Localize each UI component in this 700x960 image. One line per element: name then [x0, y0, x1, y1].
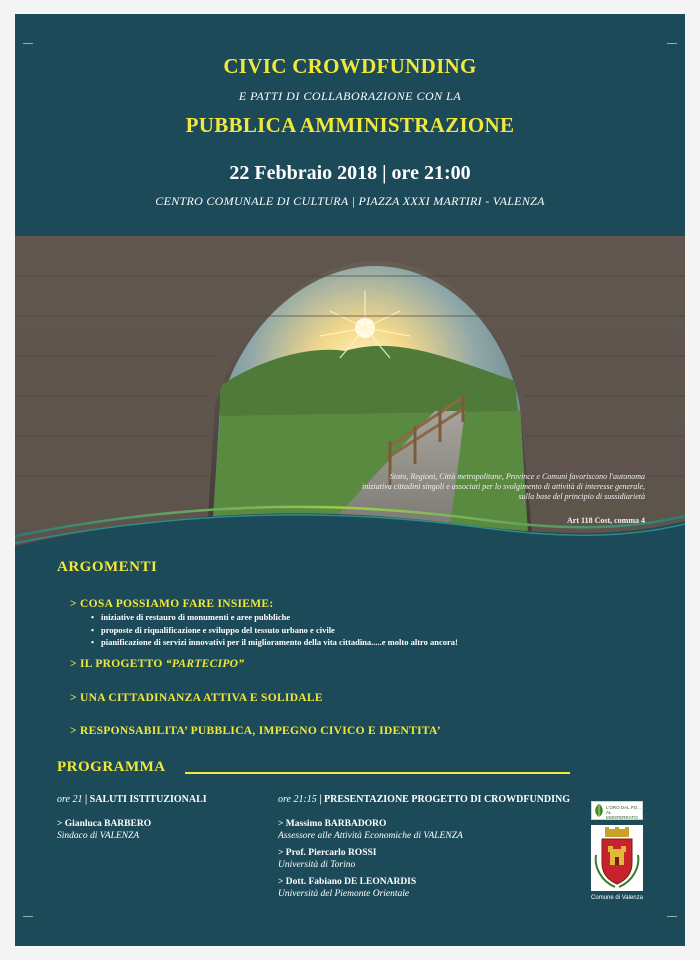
constitution-quote [355, 472, 645, 502]
quote-reference: Art 118 Cost, comma 4 [567, 516, 645, 525]
crop-mark [667, 34, 677, 44]
partner-logo-line: L'ORO DAL PO... [606, 805, 641, 810]
slot-separator: | [82, 794, 90, 805]
bullet-item: • pianificazione di servizi innovativi per il miglioramento della vita cittadina.....e molto altro ancora! [91, 636, 458, 649]
bullet-item: • proposte di riqualificazione e sviluppo del tessuto urbano e civile [91, 624, 458, 637]
topic-responsabilita: > RESPONSABILITA’ PUBBLICA, IMPEGNO CIVICO E IDENTITA’ [70, 725, 441, 737]
title-line-1: CIVIC CROWDFUNDING [223, 54, 477, 78]
topic-progetto-prefix: > IL PROGETTO [70, 658, 166, 670]
topic-progetto-name: “PARTECIPO” [165, 658, 245, 670]
speaker-role: Università di Torino [278, 860, 356, 870]
event-venue: CENTRO COMUNALE DI CULTURA | PIAZZA XXXI MARTIRI - VALENZA [155, 194, 545, 208]
speaker-name: > Gianluca BARBERO [57, 819, 152, 829]
crop-mark [23, 34, 33, 44]
crop-mark [23, 916, 33, 926]
city-crest-icon [591, 825, 643, 891]
argomenti-heading: ARGOMENTI [57, 559, 158, 575]
topic-bullets [91, 611, 458, 649]
speaker-name: > Massimo BARBADORO [278, 819, 387, 829]
slot-title: SALUTI ISTITUZIONALI [89, 794, 207, 805]
bullet-item: • iniziative di restauro di monumenti e aree pubbliche [91, 611, 458, 624]
event-date-time: 22 Febbraio 2018 | ore 21:00 [229, 162, 471, 184]
title-line-2: PUBBLICA AMMINISTRAZIONE [185, 113, 515, 137]
slot-time: ore 21 [57, 794, 83, 805]
quote-line: sulla base del principio di sussidiarietà [518, 492, 645, 501]
programma-heading: PROGRAMMA [57, 759, 166, 775]
speaker-de-leonardis [278, 876, 416, 900]
speaker-role: Assessore alle Attività Economiche di VALENZA [278, 831, 463, 841]
partner-logo [591, 801, 643, 820]
partner-logo-line: AL MONFERRATO [606, 810, 638, 820]
topic-cosa-possiamo: > COSA POSSIAMO FARE INSIEME: [70, 598, 274, 610]
speaker-barbero [57, 818, 151, 842]
comune-crest [591, 825, 643, 891]
speaker-rossi [278, 847, 376, 871]
slot-title: PRESENTAZIONE PROGETTO DI CROWDFUNDING [324, 794, 571, 805]
program-slot-saluti [57, 794, 207, 805]
quote-line: Stato, Regioni, Città metropolitane, Province e Comuni favoriscono l'autonoma [389, 472, 645, 481]
comune-caption: Comune di Valenza [591, 895, 643, 901]
topic-cittadinanza: > UNA CITTADINANZA ATTIVA E SOLIDALE [70, 692, 323, 704]
programma-divider [185, 772, 570, 774]
subtitle: E PATTI DI COLLABORAZIONE CON LA [238, 89, 462, 103]
speaker-role: Sindaco di VALENZA [57, 831, 140, 841]
partner-logo-text [606, 805, 642, 820]
speaker-barbadoro [278, 818, 463, 842]
slot-time: ore 21:15 [278, 794, 317, 805]
topic-progetto-partecipo [70, 658, 244, 670]
program-slot-presentazione [278, 794, 570, 805]
quote-line: iniziativa cittadini singoli e associati per lo svolgimento di attività di interesse generale, [361, 482, 645, 491]
speaker-role: Università del Piemonte Orientale [278, 889, 410, 899]
speaker-name: > Prof. Piercarlo ROSSI [278, 848, 377, 858]
leaf-icon [593, 802, 605, 819]
crop-mark [667, 916, 677, 926]
slot-separator: | [316, 794, 324, 805]
speaker-name: > Dott. Fabiano DE LEONARDIS [278, 877, 417, 887]
event-poster [15, 14, 685, 946]
